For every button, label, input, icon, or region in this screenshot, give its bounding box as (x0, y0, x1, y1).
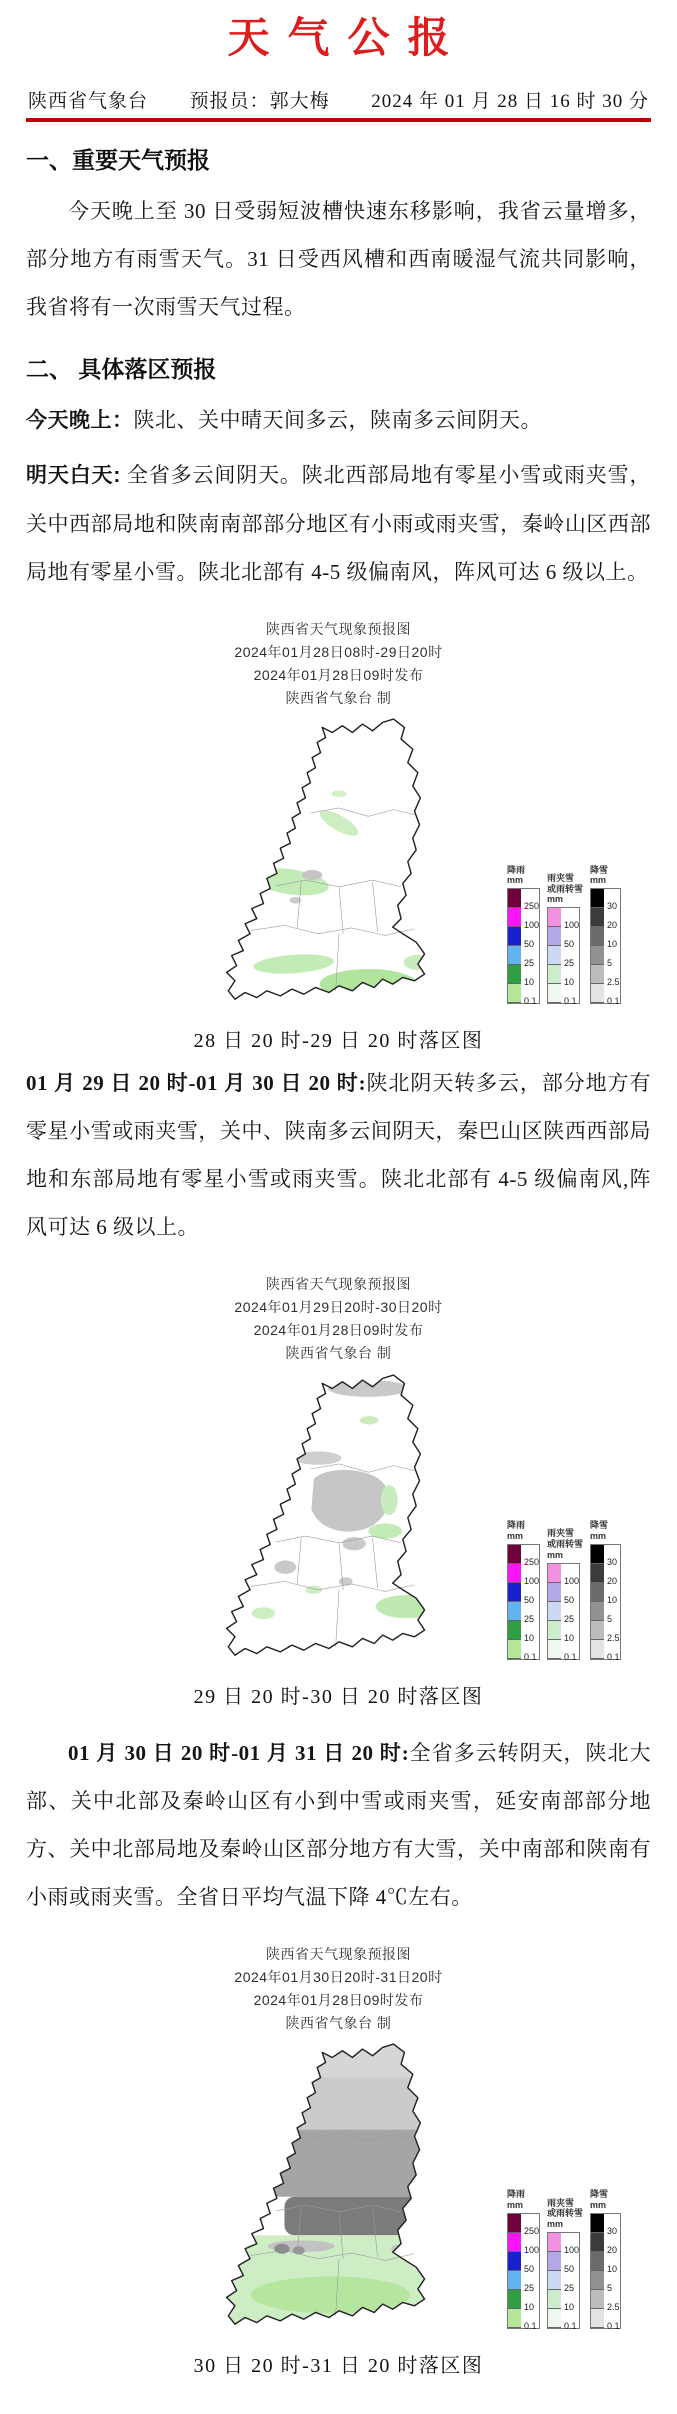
legend-scale: 雨夹雪 或雨转雪 mm 100 50 25 10 0.1 (546, 1528, 583, 1662)
map-3-header (29, 1943, 649, 2035)
forecaster-name: 预报员：郭大梅 (189, 91, 330, 113)
map-2-title: 陕西省天气现象预报图 (266, 1276, 411, 1293)
bulletin-meta (28, 86, 649, 113)
legend-scale: 雨夹雪 或雨转雪 mm 100 50 25 10 0.1 (546, 2197, 583, 2331)
map-2-header (29, 1273, 649, 1365)
map-3-body (29, 2039, 649, 2341)
forecast-map-figure-3 (29, 1943, 649, 2378)
issue-datetime: 2024 年 01 月 28 日 16 时 30 分 (371, 91, 649, 113)
map-1-header (29, 618, 649, 710)
map-3-precip-patches (213, 2039, 465, 2341)
map-3-legend (507, 2189, 621, 2329)
map-2-precip-patches (251, 1380, 439, 1619)
legend-scale: 降雨 mm 250 100 50 25 10 0.1 (506, 864, 539, 1007)
tonight-text: 陕北、关中晴天间多云，陕南多云间阴天。 (133, 407, 542, 432)
shaanxi-weather-map-1 (213, 714, 465, 1016)
map-2-caption: 29 日 20 时-30 日 20 时落区图 (193, 1685, 484, 1708)
tonight-label: 今天晚上： (26, 408, 134, 432)
section-2-heading: 二、 具体落区预报 (26, 356, 217, 383)
tomorrow-forecast-paragraph (26, 451, 651, 596)
legend-scale: 降雨 mm 250 100 50 25 10 0.1 (506, 1519, 539, 1662)
tomorrow-label: 明天白天: (26, 463, 121, 487)
page-title: 天气公报 (227, 14, 468, 61)
map-2-issued: 2024年01月28日09时发布 (253, 1322, 424, 1339)
legend-scale: 降雨 mm 250 100 50 25 10 0.1 (506, 2189, 539, 2331)
map-1-issued: 2024年01月28日09时发布 (253, 666, 424, 683)
map-3-title: 陕西省天气现象预报图 (266, 1945, 411, 1962)
map-3-issued: 2024年01月28日09时发布 (253, 1991, 424, 2008)
tonight-forecast-paragraph (26, 396, 651, 445)
map-1-caption: 28 日 20 时-29 日 20 时落区图 (193, 1030, 484, 1053)
day30-text: 全省多云转阴天，陕北大部、关中北部及秦岭山区有小到中雪或雨夹雪，延安南部部分地方、关中北部局地及秦岭山区部分地方有大雪，关中南部和陕南有小雨或雨夹雪。全省日平均气温下降 4℃左右。 (26, 1740, 651, 1909)
legend-scale: 降雪 mm 30 20 10 5 2.5 0.1 (589, 864, 620, 1007)
map-1-producer: 陕西省气象台 制 (285, 690, 392, 707)
day30-forecast-paragraph (26, 1729, 651, 1921)
map-3-caption: 30 日 20 时-31 日 20 时落区图 (193, 2354, 484, 2377)
forecast-map-figure-1 (29, 618, 649, 1053)
forecast-map-figure-2 (29, 1273, 649, 1708)
red-divider (26, 118, 651, 122)
map-1-precip-patches (250, 791, 430, 1000)
map-1-title: 陕西省天气现象预报图 (266, 620, 411, 637)
map-1-legend (507, 865, 621, 1005)
map-3-producer: 陕西省气象台 制 (285, 2014, 392, 2031)
legend-scale: 降雪 mm 30 20 10 5 2.5 0.1 (589, 1519, 620, 1662)
shaanxi-weather-map-2 (213, 1370, 465, 1672)
map-3-period: 2024年01月30日20时-31日20时 (234, 1968, 443, 1985)
map-1-body (29, 714, 649, 1016)
legend-scale: 降雪 mm 30 20 10 5 2.5 0.1 (589, 2189, 620, 2331)
legend-scale: 雨夹雪 或雨转雪 mm 100 50 25 10 0.1 (546, 872, 583, 1007)
tomorrow-text: 全省多云间阴天。陕北西部局地有零星小雪或雨夹雪，关中西部局地和陕南南部部分地区有小雨或雨夹雪，秦岭山区西部局地有零星小雪。陕北北部有 4-5 级偏南风，阵风可达 6 级以上。 (26, 462, 651, 584)
map-2-body (29, 1370, 649, 1672)
day30-label: 01 月 30 日 20 时-01 月 31 日 20 时: (68, 1740, 410, 1765)
map-2-legend (507, 1520, 621, 1660)
map-1-period: 2024年01月28日08时-29日20时 (234, 643, 443, 660)
map-2-period: 2024年01月29日20时-30日20时 (234, 1299, 443, 1316)
day29-text: 陕北阴天转多云，部分地方有零星小雪或雨夹雪，关中、陕南多云间阴天，秦巴山区陕西西部局地和东部局地有零星小雪或雨夹雪。陕北北部有 4-5 级偏南风,阵风可达 6 级以上。 (26, 1071, 651, 1240)
agency-name: 陕西省气象台 (28, 91, 149, 113)
day29-label: 01 月 29 日 20 时-01 月 30 日 20 时: (26, 1071, 367, 1096)
map-2-producer: 陕西省气象台 制 (285, 1345, 392, 1362)
important-forecast-paragraph: 今天晚上至 30 日受弱短波槽快速东移影响，我省云量增多，部分地方有雨雪天气。31 日受西风槽和西南暖湿气流共同影响，我省将有一次雨雪天气过程。 (26, 199, 651, 320)
shaanxi-weather-map-3 (213, 2039, 465, 2341)
day29-forecast-paragraph (26, 1059, 651, 1251)
section-1-heading: 一、重要天气预报 (26, 147, 210, 174)
